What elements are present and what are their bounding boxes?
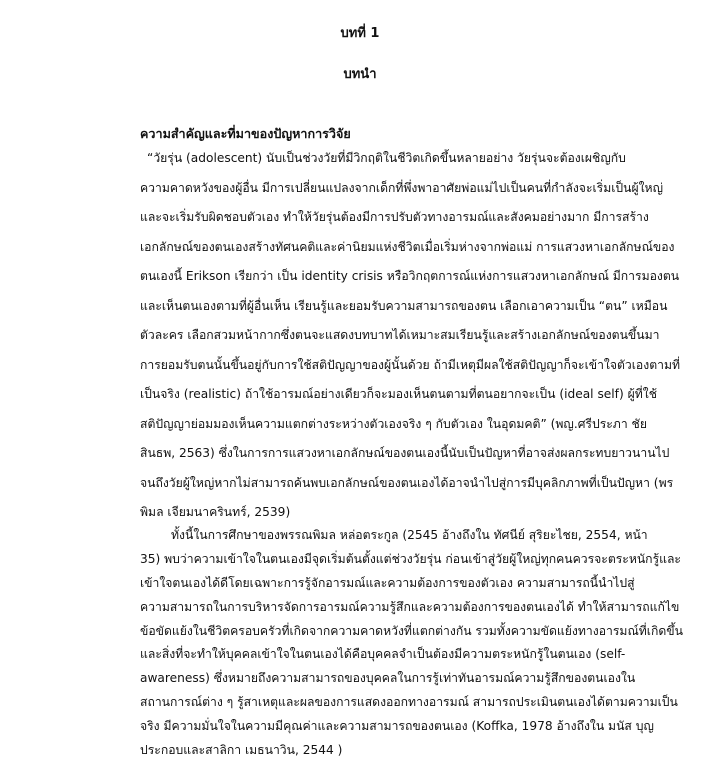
paragraph-1-line: เป็นจริง (realistic) ถ้าใช้อารมณ์อย่างเดียวก็จะมองเห็นตนตามที่ตนอยากจะเป็น (ideal self) ผู้ที่ใช้ (140, 387, 657, 401)
paragraph-2-line: และสิ่งที่จะทำให้บุคคลเข้าใจในตนเองได้คือบุคคลจำเป็นต้องมีความตระหนักรู้ในตนเอง (self- (140, 647, 626, 661)
paragraph-1-line: การยอมรับตนนั้นขึ้นอยู่กับการใช้สติปัญญาของผู้นั้นด้วย ถ้ามีเหตุมีผลใช้สติปัญญาก็จะเข้าใจตัวเองตามที่ (140, 358, 681, 372)
paragraph-2-line: ความสามารถในการบริหารจัดการอารมณ์ความรู้สึกและความต้องการของตนเองได้ ทำให้สามารถแก้ไข (140, 600, 680, 614)
chapter-number: บทที่ 1 (340, 26, 380, 41)
paragraph-1-line: เอกลักษณ์ของตนเองสร้างทัศนคติและค่านิยมแห่งชีวิตเมื่อเริ่มห่างจากพ่อแม่ การแสวงหาเอกลักษณ์ของ (140, 240, 675, 254)
paragraph-1-line: สินธพ, 2563) ซึ่งในการการแสวงหาเอกลักษณ์ของตนเองนี้นับเป็นปัญหาที่อาจส่งผลกระทบยาวนานไป (140, 446, 670, 460)
paragraph-2-line: awareness) ซึ่งหมายถึงความสามารถของบุคคลในการรู้เท่าทันอารมณ์ความรู้สึกของตนเองใน (140, 671, 636, 685)
paragraph-1-line: ตัวละคร เลือกสวมหน้ากากซึ่งตนจะแสดงบทบาทได้เหมาะสมเรียนรู้และสร้างเอกลักษณ์ของตนขึ้นมา (140, 328, 660, 342)
paragraph-2-line: 35) พบว่าความเข้าใจในตนเองมีจุดเริ่มต้นตั้งแต่ช่วงวัยรุ่น ก่อนเข้าสู่วัยผู้ใหญ่ทุกคนควรจะตระหนักรู้และ (140, 552, 681, 566)
paragraph-2-line: ข้อขัดแย้งในชีวิตครอบครัวที่เกิดจากความคาดหวังที่แตกต่างกัน รวมทั้งความขัดแย้งทางอารมณ์ที่เกิดขึ้น (140, 624, 683, 638)
paragraph-1-line: “วัยรุ่น (adolescent) นับเป็นช่วงวัยที่มีวิกฤติในชีวิตเกิดขึ้นหลายอย่าง วัยรุ่นจะต้องเผชิญกับ (147, 151, 626, 165)
paragraph-2-line: ทั้งนี้ในการศึกษาของพรรณพิมล หล่อตระกูล (2545 อ้างถึงใน ทัศนีย์ สุริยะไชย, 2554, หน้า (171, 528, 648, 542)
paragraph-1-line: ความคาดหวังของผู้อื่น มีการเปลี่ยนแปลงจากเด็กที่พึ่งพาอาศัยพ่อแม่ไปเป็นคนที่กำลังจะเริ่มเป็นผู้ใหญ่ (140, 181, 663, 195)
paragraph-1-line: และจะเริ่มรับผิดชอบตัวเอง ทำให้วัยรุ่นต้องมีการปรับตัวทางอารมณ์และสังคมอย่างมาก มีการสร้าง (140, 210, 649, 224)
paragraph-2-line: เข้าใจตนเองได้ดีโดยเฉพาะการรู้จักอารมณ์และความต้องการของตัวเอง ความสามารถนี้นำไปสู่ (140, 576, 635, 590)
paragraph-1-line: จนถึงวัยผู้ใหญ่หากไม่สามารถค้นพบเอกลักษณ์ของตนเองได้อาจนำไปสู่การมีบุคลิกภาพที่เป็นปัญหา (พร (140, 476, 674, 490)
paragraph-1-line: สติปัญญาย่อมมองเห็นความแตกต่างระหว่างตัวเองจริง ๆ กับตัวเอง ในอุดมคติ” (พญ.ศรีประภา ชัย (140, 417, 647, 431)
paragraph-1-line: และเห็นตนเองตามที่ผู้อื่นเห็น เรียนรู้และยอมรับความสามารถของตน เลือกเอาความเป็น “ตน” เหมือน (140, 299, 668, 313)
paragraph-1-line: ตนเองนี้ Erikson เรียกว่า เป็น identity crisis หรือวิกฤตการณ์แห่งการแสวงหาเอกลักษณ์ มีการมองตน (140, 269, 680, 283)
paragraph-2-line: สถานการณ์ต่าง ๆ รู้สาเหตุและผลของการแสดงออกทางอารมณ์ สามารถประเมินตนเองได้ตามความเป็น (140, 695, 678, 709)
section-heading: ความสำคัญและที่มาของปัญหาการวิจัย (140, 126, 351, 141)
paragraph-1-line: พิมล เจียมนาครินทร์, 2539) (140, 505, 291, 519)
paragraph-2-line: ประกอบและสาลิกา เมธนาวิน, 2544 ) (140, 743, 343, 757)
chapter-title: บทนำ (343, 67, 377, 82)
paragraph-2-line: จริง มีความมั่นใจในความมีคุณค่าและความสามารถของตนเอง (Koffka, 1978 อ้างถึงใน มนัส บุญ (140, 719, 654, 733)
